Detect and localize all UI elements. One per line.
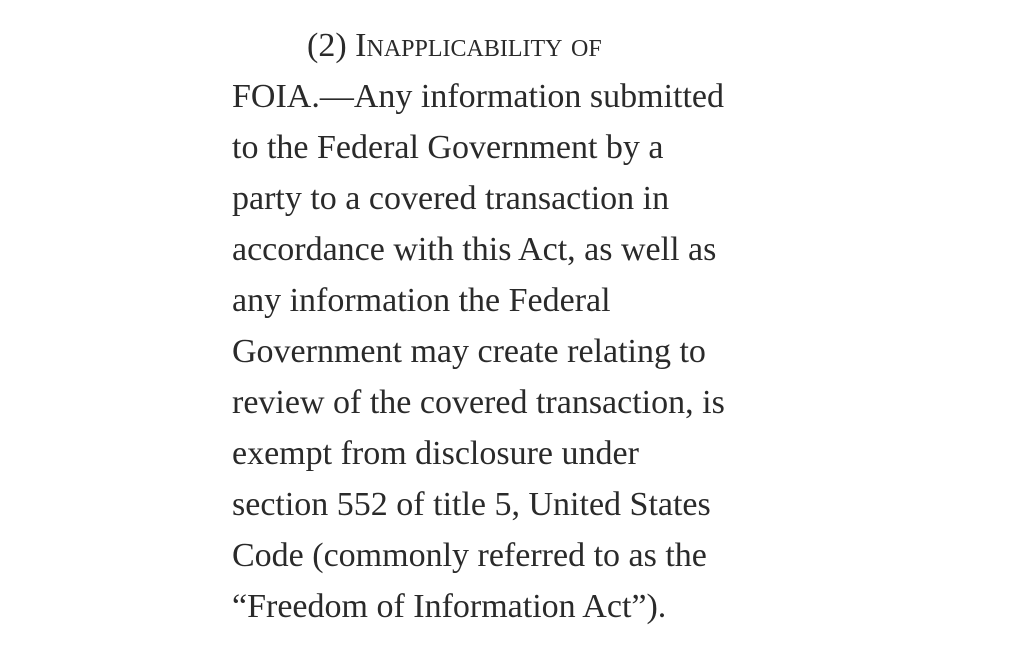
section-heading-initial: I [355, 27, 367, 64]
paragraph-line: any information the Federal [232, 282, 611, 319]
section-heading-rest: napplicability of [366, 27, 602, 64]
section-heading [355, 27, 602, 64]
paragraph-line: exempt from disclosure under [232, 435, 639, 472]
paragraph-line: party to a covered transaction in [232, 180, 670, 217]
paragraph-line: review of the covered transaction, is [232, 384, 725, 421]
paragraph-line: section 552 of title 5, United States [232, 486, 711, 523]
section-number: (2) [307, 27, 347, 64]
paragraph-line: to the Federal Government by a [232, 129, 664, 166]
paragraph-line: “Freedom of Information Act”). [232, 588, 667, 625]
paragraph-line: FOIA.—Any information submitted [232, 78, 725, 115]
paragraph-line: accordance with this Act, as well as [232, 231, 717, 268]
section-heading-line [232, 20, 832, 71]
paragraph-line: Government may create relating to [232, 333, 706, 370]
statute-paragraph [232, 20, 832, 632]
paragraph-line: Code (commonly referred to as the [232, 537, 707, 574]
